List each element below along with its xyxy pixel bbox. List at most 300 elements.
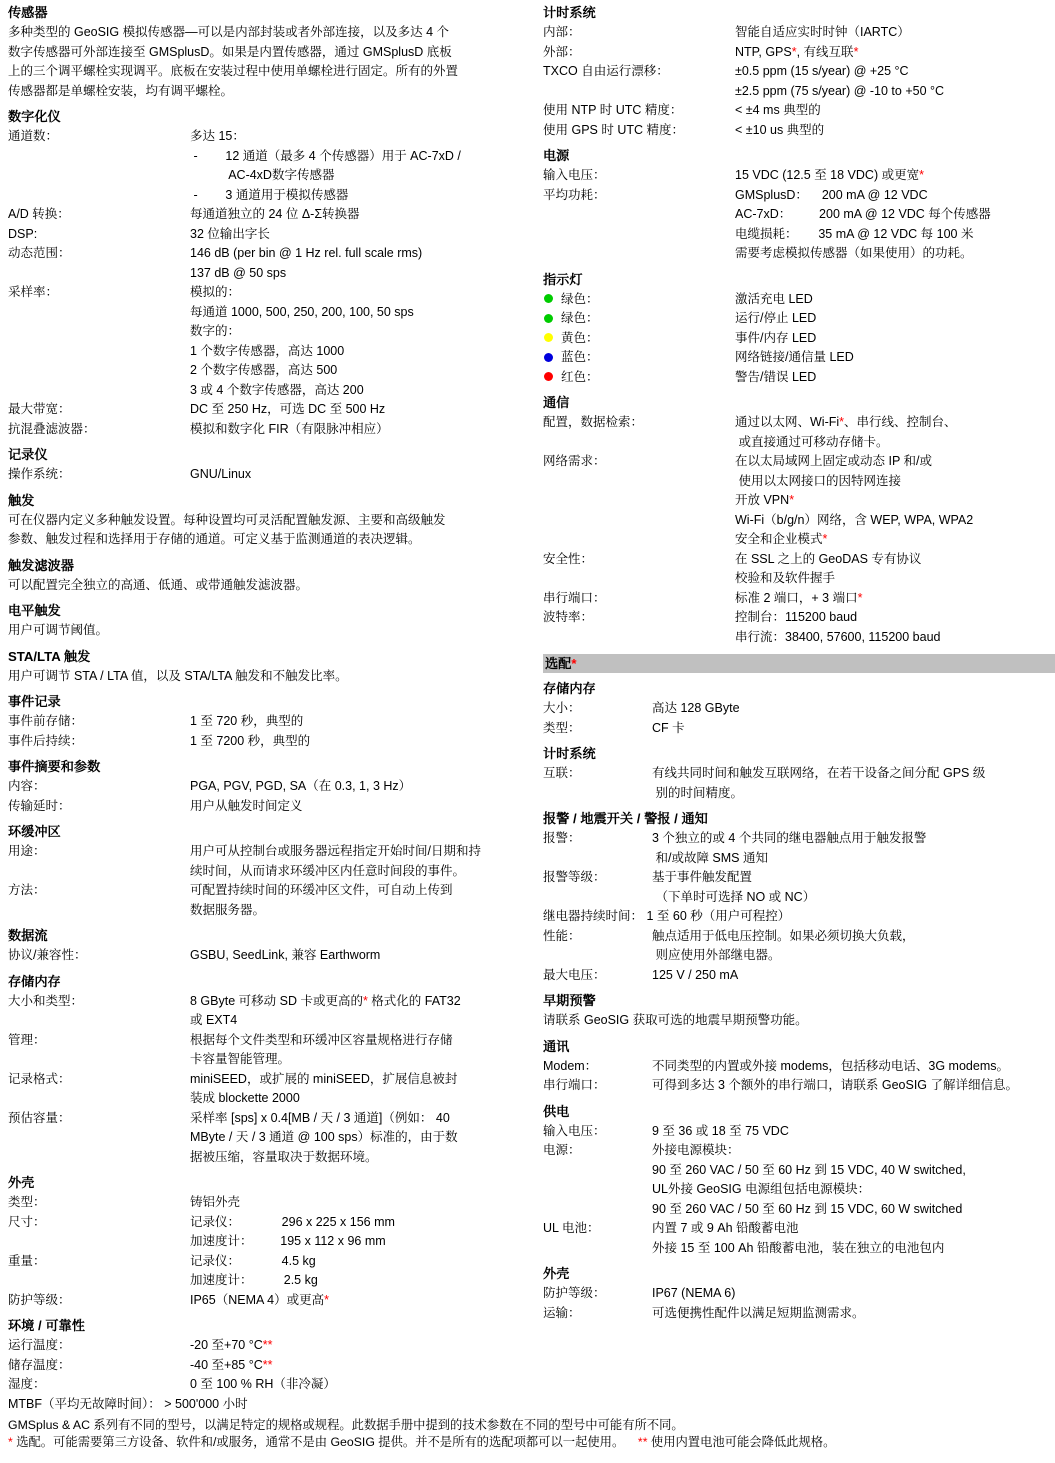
row-label-text: 协议/兼容性： [8,948,87,962]
spec-row [543,186,1055,264]
text-run: 0 至 100 % RH（非冷凝） [190,1377,336,1391]
row-value [190,244,523,283]
row-label-text: 安全性： [543,551,594,566]
row-label [8,127,190,205]
value-line [190,1128,523,1148]
row-label-text: 类型： [8,1195,46,1209]
text-run: 有线共同时间和触发互联网络，在若干设备之间分配 GPS 级 [652,766,986,780]
value-line [735,368,1055,388]
value-line [735,530,1055,550]
row-label-text: 储存温度： [8,1357,71,1372]
row-label [8,465,190,485]
row-label-text: 黄色： [561,330,599,345]
section-heading [8,556,523,576]
value-line [190,342,523,362]
row-value [190,465,523,485]
spec-row [8,127,523,205]
row-label-text: 绿色： [561,311,599,325]
text-run: 125 V / 250 mA [652,967,739,982]
spec-row [543,23,1055,43]
text-run: 2 个数字传感器，高达 500 [190,363,338,377]
value-line [652,849,1055,869]
row-label [8,205,190,225]
value-line [190,1148,523,1168]
text-run: 15 VDC (12.5 至 18 VDC) 或更宽 [735,168,920,182]
value-line [190,147,523,167]
text-run: 、串行线、控制台、 [844,415,957,429]
text-run: 可以配置完全独立的高通、低通、或带通触发滤波器。 [8,577,309,592]
spec-row [8,946,523,966]
text-run: 存储内存 [8,973,61,989]
value-line [190,946,523,966]
spec-row [8,1356,523,1376]
text-run: 8 GByte 可移动 SD 卡或更高的 [190,993,363,1008]
row-label [543,1304,652,1324]
text-run: GMSplusD： 200 mA @ 12 VDC [735,187,928,202]
row-value [190,946,523,966]
row-label-text: 最大电压： [543,967,606,982]
paragraph-line [8,576,523,596]
footer [8,1417,1050,1450]
spec-section [8,445,523,485]
text-run: 不同类型的内置或外接 modems，包括移动电话、3G modems。 [652,1058,1009,1073]
text-run: 存储内存 [543,681,596,696]
text-run: 用户可调节 STA / LTA 值，以及 STA/LTA 触发和不触发比率。 [8,668,348,683]
spec-row [543,290,1055,310]
row-label [543,764,652,803]
spec-row [543,166,1055,186]
value-line [190,1271,523,1291]
text-run: 90 至 260 VAC / 50 至 60 Hz 到 15 VDC, 60 W switched [652,1201,963,1216]
spec-row [543,764,1055,803]
value-line [190,1070,523,1090]
value-line [735,186,1055,206]
spec-row [8,842,523,881]
value-line [190,1375,523,1395]
row-label [8,712,190,732]
value-line [190,901,523,921]
spec-row [8,1375,523,1395]
spec-section [8,556,523,596]
section-heading [8,601,523,621]
section-heading [8,757,523,777]
value-line [735,452,1055,472]
row-value [652,1076,1055,1096]
row-label [8,946,190,966]
value-line [190,1252,523,1272]
spec-section [543,679,1055,738]
value-line [190,264,523,284]
text-run: 标准 2 端口，+ 3 端口 [735,590,858,605]
section-heading [543,3,1055,23]
text-run: 90 至 260 VAC / 50 至 60 Hz 到 15 VDC, 40 W switched, [652,1162,966,1177]
section-heading [543,270,1055,290]
value-line [652,1180,1055,1200]
value-line [735,433,1055,453]
spec-row [543,1141,1055,1219]
spec-section [543,393,1055,647]
text-run: miniSEED，或扩展的 miniSEED，扩展信息被封 [190,1071,458,1086]
value-line [190,1213,523,1233]
spec-row [543,608,1055,647]
section-heading [8,491,523,511]
row-value [735,309,1055,329]
value-line [190,322,523,342]
row-label [543,166,735,186]
row-value [652,1284,1055,1304]
text-run: 报警 / 地震开关 / 警报 / 通知 [543,811,708,826]
spec-row [543,452,1055,550]
row-label-text: 内部： [543,25,581,39]
value-line [652,1304,1055,1324]
value-line [190,842,523,862]
red-asterisk: ** [262,1357,273,1372]
value-line [190,1011,523,1031]
red-asterisk: * [919,168,924,182]
row-label-text: 互联： [543,766,581,780]
section-heading [543,1264,1055,1284]
text-run: - 3 通道用于模拟传感器 [190,187,349,202]
text-run: 可得到多达 3 个额外的串行端口，请联系 GeoSIG 了解详细信息。 [652,1078,1019,1092]
row-label [543,290,735,310]
spec-row [543,309,1055,329]
row-value [652,719,1055,739]
paragraph-line [543,1011,1055,1031]
value-line [190,465,523,485]
value-line [190,303,523,323]
row-label [8,1193,190,1213]
spec-row [543,43,1055,63]
row-value [735,43,1055,63]
text-run: 用户可从控制台或服务器远程指定开始时间/日期和持 [190,844,481,858]
row-label-text: 使用 GPS 时 UTC 精度： [543,122,684,137]
value-line [190,166,523,186]
value-line [735,225,1055,245]
text-run: 传感器 [8,5,48,20]
spec-row [8,881,523,920]
left-column [8,3,523,1414]
text-run: 记录仪： 4.5 kg [190,1253,316,1268]
spec-row [8,732,523,752]
text-run: 计时系统 [543,5,596,20]
section-heading [8,972,523,992]
spec-row [8,1252,523,1291]
text-run: 外壳 [543,1266,570,1281]
spec-row [543,719,1055,739]
value-line [652,1200,1055,1220]
row-label [8,777,190,797]
text-run: 数字化仪 [8,109,61,124]
led-dot [544,333,553,342]
row-label [8,420,190,440]
value-line [735,23,1055,43]
text-run: 3 个独立的或 4 个共同的继电器触点用于触发报警 [652,831,927,845]
row-label-text: 抗混叠滤波器： [8,421,96,436]
row-value [652,1219,1055,1258]
spec-row [8,465,523,485]
row-label-text: 方法： [8,883,46,897]
spec-row [543,868,1055,907]
value-line [735,472,1055,492]
row-value [735,348,1055,368]
text-run: 每通道 1000, 500, 250, 200, 100, 50 sps [190,304,414,319]
text-run: 数字的： [190,324,241,338]
section-heading [8,107,523,127]
spec-section [543,744,1055,803]
row-value [190,797,523,817]
section-heading [8,647,523,667]
row-label-text: 大小： [543,701,581,715]
value-line [190,381,523,401]
spec-row [8,225,523,245]
value-line [652,1239,1055,1259]
row-label-text: A/D 转换： [8,207,70,221]
row-value [190,881,523,920]
spec-section [543,991,1055,1031]
value-line [735,550,1055,570]
value-line [735,121,1055,141]
text-run: STA/LTA 触发 [8,648,91,664]
text-run: 模拟和数字化 FIR（有限脉冲相应） [190,421,389,436]
paragraph-line [8,62,523,82]
text-run: 串行流：38400, 57600, 115200 baud [735,629,941,644]
row-label-text: 事件后持续： [8,733,84,748]
row-value [652,764,1055,803]
row-label-text: 防护等级： [543,1286,606,1300]
paragraph-line [8,530,523,550]
section-heading [543,146,1055,166]
row-label-text: 采样率： [8,285,59,299]
text-run: IP65（NEMA 4）或更高 [190,1292,325,1307]
row-label [8,1356,190,1376]
row-label-text: TXCO 自由运行漂移： [543,64,669,78]
value-line [190,1336,523,1356]
row-label [543,186,735,264]
text-run: 请联系 GeoSIG 获取可选的地震早期预警功能。 [543,1013,808,1027]
spec-section [8,1173,523,1310]
row-value [190,1109,523,1168]
value-line [735,101,1055,121]
spec-row [543,589,1055,609]
value-line [735,290,1055,310]
row-value [735,121,1055,141]
row-label-text: 性能： [543,928,581,943]
paragraph-line [8,1395,523,1415]
row-label [543,452,735,550]
paragraph-line [8,23,523,43]
text-run: 采样率 [sps] x 0.4[MB / 天 / 3 通道]（例如： 40 [190,1110,450,1125]
text-run: 在以太局域网上固定或动态 IP 和/或 [735,454,933,468]
value-line [190,186,523,206]
text-run: GSBU, SeedLink, 兼容 Earthworm [190,948,381,962]
row-value [190,400,523,420]
row-label-text: 通道数： [8,129,59,143]
row-value [190,283,523,400]
value-line [652,1284,1055,1304]
value-line [652,699,1055,719]
row-label [8,1336,190,1356]
text-run: PGA, PGV, PGD, SA（在 0.3, 1, 3 Hz） [190,779,412,793]
footer-line-2 [8,1434,1050,1451]
row-label [8,797,190,817]
row-label-text: 运输： [543,1305,581,1320]
text-run: 指示灯 [543,271,583,287]
row-label [8,244,190,283]
row-label-text: 传输延时： [8,798,71,813]
row-label [543,101,735,121]
value-line [735,205,1055,225]
spec-section [543,1264,1055,1323]
section-heading [8,1173,523,1193]
text-run: NTP, GPS [735,44,792,59]
text-run: 根据每个文件类型和环缓冲区容量规格进行存储 [190,1032,453,1047]
text-run: 和/或故障 SMS 通知 [652,850,768,865]
text-run: 装成 blockette 2000 [190,1091,300,1105]
value-line [190,1109,523,1129]
row-label [543,699,652,719]
red-asterisk: * [857,590,863,605]
text-run: 基于事件触发配置 [652,870,753,884]
text-run: Wi-Fi（b/g/n）网络，含 WEP, WPA, WPA2 [735,512,974,527]
text-run: 铸铝外壳 [190,1195,241,1209]
value-line [190,283,523,303]
row-label [543,550,735,589]
value-line [652,1122,1055,1142]
text-run: 记录仪： 296 x 225 x 156 mm [190,1214,395,1229]
spec-row [8,1031,523,1070]
value-line [735,491,1055,511]
text-run: 别的时间精度。 [652,785,743,800]
value-line [652,719,1055,739]
row-label [543,719,652,739]
row-label-text: 预估容量： [8,1110,71,1125]
row-label [543,43,735,63]
spec-row [543,329,1055,349]
value-line [652,1141,1055,1161]
text-run: 安全和企业模式 [735,532,823,546]
row-value [735,101,1055,121]
spec-section [543,3,1055,140]
value-line [190,205,523,225]
row-label-text: 报警等级： [543,870,606,884]
row-label [8,1252,190,1291]
spec-row [8,205,523,225]
spec-row [543,101,1055,121]
spec-row [543,62,1055,101]
value-line [190,1089,523,1109]
text-run: 146 dB (per bin @ 1 Hz rel. full scale rms) [190,246,423,260]
row-label [543,966,652,986]
text-run: 或 EXT4 [190,1013,238,1027]
value-line [190,127,523,147]
row-value [735,452,1055,550]
spec-row [543,413,1055,452]
section-heading [8,445,523,465]
red-asterisk: * [362,993,368,1008]
row-value [190,420,523,440]
spec-row [543,1304,1055,1324]
value-line [735,62,1055,82]
row-label [543,1057,652,1077]
spec-row [543,1219,1055,1258]
spec-section [8,692,523,751]
row-value [190,1070,523,1109]
row-label [543,1284,652,1304]
row-label-text: 配置，数据检索： [543,415,644,429]
value-line [190,1193,523,1213]
row-label-text: 操作系统： [8,467,71,481]
spec-section [8,822,523,920]
red-asterisk: * [8,1434,13,1449]
row-label [543,413,735,452]
spec-section [543,270,1055,388]
value-line [735,589,1055,609]
text-run: 环缓冲区 [8,824,61,839]
text-run: 供电 [543,1103,570,1119]
row-value [190,1291,523,1311]
options-bar [543,654,1055,673]
red-asterisk: * [324,1292,329,1307]
row-label-text: 绿色： [561,291,599,306]
value-line [735,413,1055,433]
text-run: 参数、触发过程和选择用于存储的通道。可定义基于监测通道的表决逻辑。 [8,532,421,546]
row-label-text: 输入电压： [543,168,606,182]
value-line [190,361,523,381]
text-run: GNU/Linux [190,467,252,481]
row-label-text: 平均功耗： [543,187,606,202]
row-label [543,589,735,609]
row-value [652,1122,1055,1142]
text-run: 电缆损耗： 35 mA @ 12 VDC 每 100 米 [735,226,974,241]
row-value [190,1213,523,1252]
value-line [190,1232,523,1252]
row-value [735,62,1055,101]
value-line [190,881,523,901]
spec-row [543,1284,1055,1304]
text-run: , 有线互联 [796,44,854,59]
text-run: 网络链接/通信量 LED [735,350,854,364]
value-line [735,628,1055,648]
row-value [190,127,523,205]
text-run: 计时系统 [543,746,596,761]
row-value [735,589,1055,609]
row-label [8,1213,190,1252]
text-run: 上的三个调平螺栓实现调平。底板在安装过程中使用单螺栓进行固定。所有的外置 [8,64,459,78]
red-asterisk: * [789,493,795,507]
row-value [190,1193,523,1213]
text-run: 外壳 [8,1175,35,1190]
section-heading [543,679,1055,699]
text-run: 事件/内存 LED [735,330,817,345]
text-run: 选配。可能需要第三方设备、软件和/或服务，通常不是由 GeoSIG 提供。并不是所有的选配项都可以一起使用。 [12,1434,638,1449]
red-asterisk: ** [262,1338,273,1352]
row-label-text: 外部： [543,44,581,59]
value-line [190,244,523,264]
text-run: 外接 15 至 100 Ah 铅酸蓄电池，装在独立的电池包内 [652,1240,945,1255]
text-run: 在 SSL 之上的 GeoDAS 专有协议 [735,551,922,566]
text-run: < ±4 ms 典型的 [735,103,821,117]
text-run: 高达 128 GByte [652,701,740,715]
text-run: 用户从触发时间定义 [190,798,303,813]
row-value [652,1141,1055,1219]
row-label [543,1219,652,1258]
footer-line-1: GMSplus & AC 系列有不同的型号，以满足特定的规格或规程。此数据手册中提到的技术参数在不同的型号中可能有所不同。 [8,1418,684,1432]
value-line [735,166,1055,186]
text-run: 续时间，从而请求环缓冲区内任意时间段的事件。 [190,863,466,878]
text-run: 警告/错误 LED [735,369,817,384]
spec-row [543,1057,1055,1077]
text-run: 则应使用外部继电器。 [652,948,781,962]
